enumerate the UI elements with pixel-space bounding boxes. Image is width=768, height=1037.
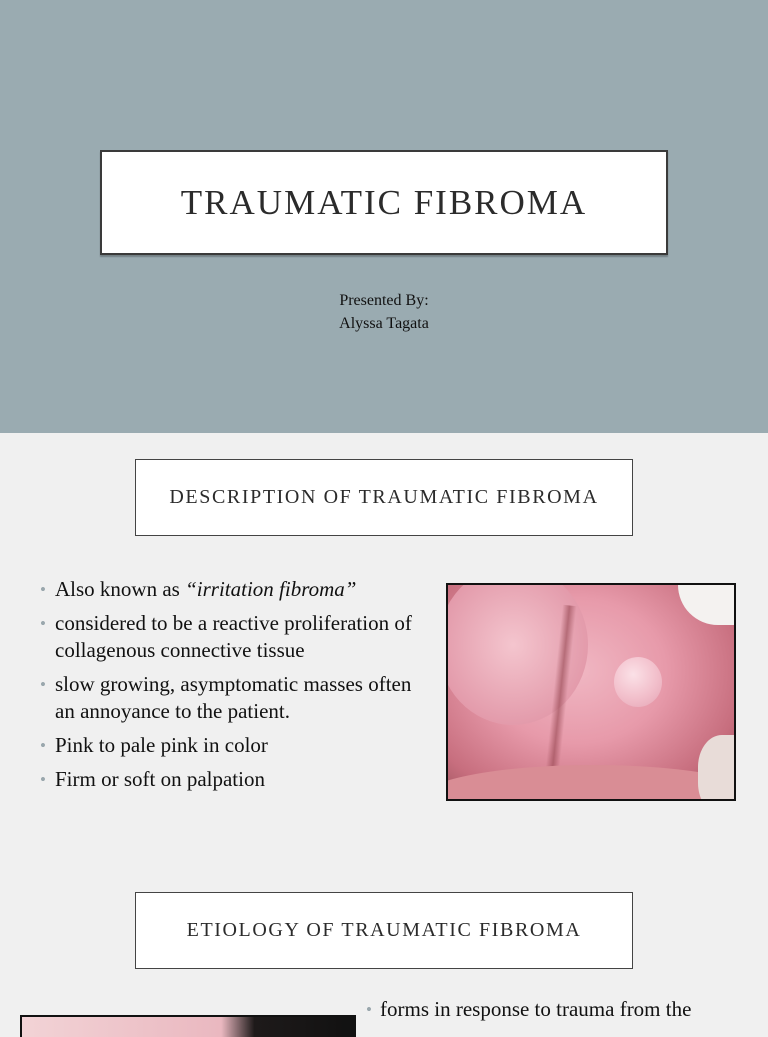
presenter-block: [0, 289, 768, 335]
gloved-finger: [698, 735, 736, 801]
etiology-heading: ETIOLOGY OF TRAUMATIC FIBROMA: [186, 919, 582, 941]
etiology-photo: [20, 1015, 356, 1037]
slide-title: TRAUMATIC FIBROMA: [180, 182, 588, 222]
fibroma-clinical-photo: [446, 583, 736, 801]
bullet-dot-icon: •: [40, 614, 46, 633]
bullet-item: • Pink to pale pink in color: [40, 733, 268, 757]
photo-corner-highlight: [678, 585, 736, 625]
bullet-item: • Also known as “irritation fibroma”: [40, 577, 357, 601]
bullet-dot-icon: •: [40, 675, 46, 694]
bullet-item: • slow growing, asymptomatic masses often an annoyance to the patient.: [40, 672, 412, 723]
bullet-item: • forms in response to trauma from the: [366, 997, 692, 1021]
etiology-heading-box: [135, 892, 633, 969]
title-box: [100, 150, 668, 255]
fibroma-nodule: [614, 657, 662, 707]
bullet-dot-icon: •: [40, 580, 46, 599]
description-heading: DESCRIPTION OF TRAUMATIC FIBROMA: [169, 486, 599, 508]
etiology-bullet-list: [366, 996, 746, 1023]
presenter-name: Alyssa Tagata: [339, 315, 429, 332]
title-slide: [0, 0, 768, 433]
bullet-item: • Firm or soft on palpation: [40, 767, 265, 791]
description-heading-box: [135, 459, 633, 536]
description-bullet-list: [40, 576, 430, 800]
bullet-item: • considered to be a reactive proliferation of collagenous connective tissue: [40, 611, 412, 662]
bullet-dot-icon: •: [40, 736, 46, 755]
bullet-dot-icon: •: [40, 770, 46, 789]
lower-lip: [446, 765, 736, 801]
bullet-dot-icon: •: [366, 1000, 372, 1019]
presenter-label: Presented By:: [339, 292, 429, 309]
